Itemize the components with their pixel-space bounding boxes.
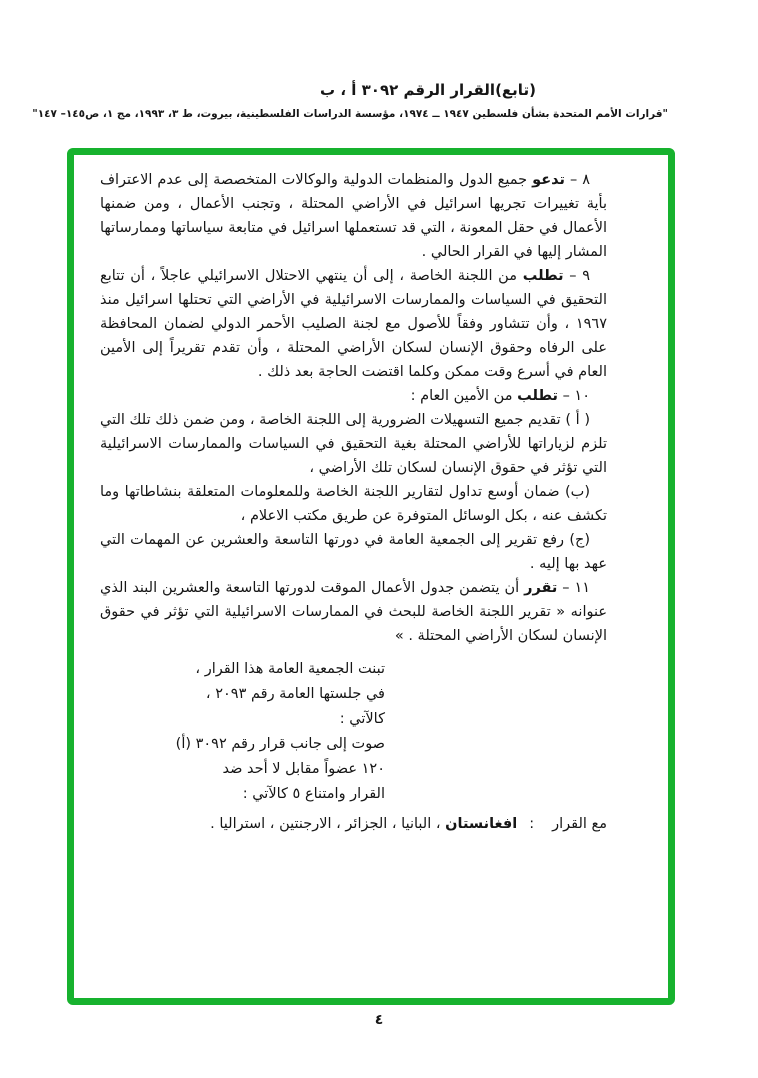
clause-10-a [100,408,607,480]
vote-label: مع القرار [552,816,607,832]
adoption-line: تبنت الجمعية العامة هذا القرار ، [195,661,385,677]
clause-8 [100,168,607,264]
clause-keyword: تطلب [517,388,558,404]
clause-keyword: تدعو [532,172,565,188]
clause-text: جميع الدول والمنظمات الدولية والوكالات المتخصصة إلى عدم الاعتراف بأية تغييرات تجريها اسرائيل في الأراضي المحتلة ، وتجنب الأعمال ، ومن ضمنها الأعمال في حقل المعونة ، التي قد تستعملها اسرائيل في متابعة سياساتها وممارساتها المشار إليها في القرار الحالي . [100,172,607,260]
clause-text: من اللجنة الخاصة ، إلى أن ينتهي الاحتلال الاسرائيلي عاجلاً ، أن تتابع التحقيق في السياسات والممارسات الاسرائيلية في الأراضي التي تحتلها اسرائيل منذ ١٩٦٧ ، وأن تتشاور وفقاً للأصول مع لجنة الصليب الأحمر الدولي لضمان المحافظة على الرفاه وحقوق الإنسان لسكان الأراضي المحتلة ، وأن تقدم تقريراً إلى الأمين العام في أسرع وقت ممكن وكلما اقتضت الحاجة بعد ذلك . [100,268,607,380]
source-citation: "قرارات الأمم المتحدة بشأن فلسطين ١٩٤٧ ــ ١٩٧٤، مؤسسة الدراسات الفلسطينية، بيروت، ط ٣، ١٩٩٣، مج ١، ص١٤٥– ١٤٧" [32,108,668,120]
clause-10-b [100,480,607,528]
page-number: ٤ [374,1012,384,1028]
vote-first-country: افغانستان [445,816,518,832]
clause-keyword: تطلب [522,268,564,284]
clause-9 [100,264,607,384]
clause-number: ٩ – [569,268,591,284]
clause-10-c [100,528,607,576]
adoption-line: كالآتي : [339,711,385,727]
vote-with-line [100,812,607,836]
adoption-line: القرار وامتناع ٥ كالآتي : [242,786,385,802]
resolution-body [74,155,668,836]
adoption-line: ١٢٠ عضواً مقابل لا أحد ضد [222,761,385,777]
adoption-line: صوت إلى جانب قرار رقم ٣٠٩٢ (أ) [175,736,385,752]
clause-11 [100,576,607,648]
clause-text: (ب) ضمان أوسع تداول لتقارير اللجنة الخاصة وللمعلومات المتعلقة بنشاطاتها وما تكشف عنه ، بكل الوسائل المتوفرة عن طريق مكتب الاعلام ، [100,484,607,524]
clause-number: ١٠ – [562,388,590,404]
green-frame [67,148,675,1005]
clause-text: من الأمين العام : [410,388,513,404]
vote-colon: : [529,816,535,832]
adoption-note [100,657,385,807]
resolution-title: (تابع)القرار الرقم ٣٠٩٢ أ ، ب [320,81,536,99]
clause-number: ٨ – [569,172,591,188]
adoption-line: في جلستها العامة رقم ٢٠٩٣ ، [205,686,385,702]
clause-text: أن يتضمن جدول الأعمال الموقت لدورتها التاسعة والعشرين البند الذي عنوانه « تقرير اللجنة الخاصة للبحث في الممارسات الاسرائيلية التي تؤثر في حقوق الإنسان لسكان الأراضي المحتلة . » [100,580,607,644]
clause-number: ١١ – [562,580,591,596]
vote-countries [210,812,517,836]
clause-text: ( أ ) تقديم جميع التسهيلات الضرورية إلى اللجنة الخاصة ، ومن ضمن ذلك تلك التي تلزم لزياراتها للأراضي المحتلة بغية التحقيق في السياسات والممارسات الاسرائيلية التي تؤثر في حقوق الإنسان لسكان تلك الأراضي ، [100,412,607,476]
clause-text: (ج) رفع تقرير إلى الجمعية العامة في دورتها التاسعة والعشرين عن المهمات التي عهد بها إليه . [100,532,607,572]
clause-10 [100,384,607,408]
clause-keyword: تقرر [524,580,558,596]
vote-rest-countries: ، البانيا ، الجزائر ، الارجنتين ، استراليا . [210,816,441,832]
